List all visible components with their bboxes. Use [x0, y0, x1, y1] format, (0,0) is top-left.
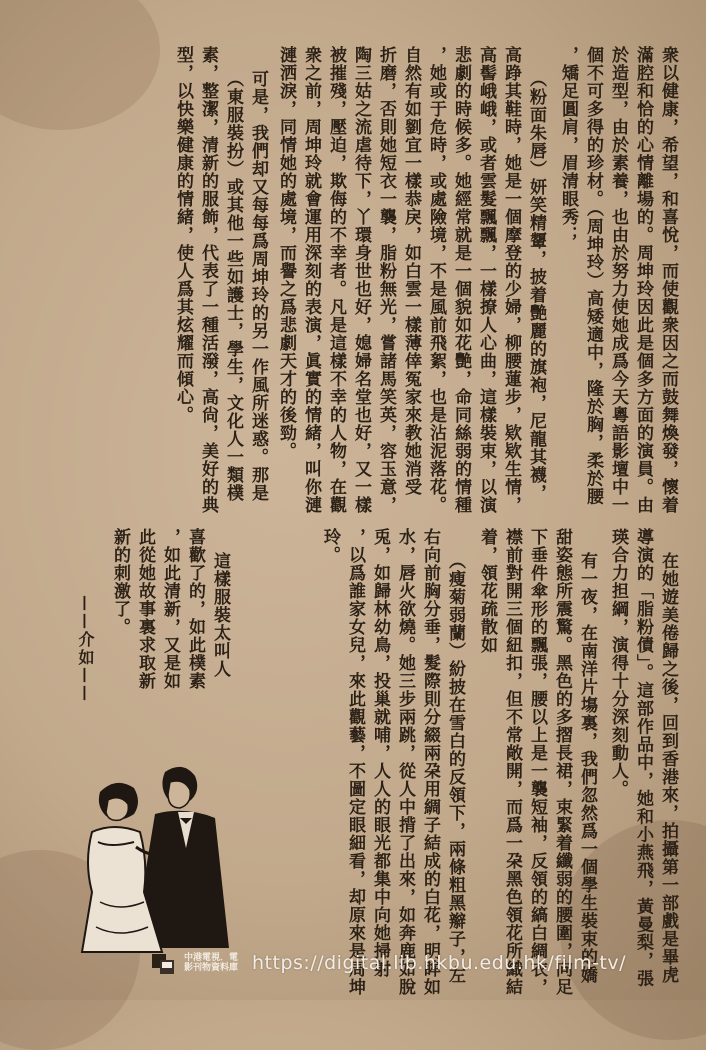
article-column: 在她遊美倦歸之後，回到香港來，拍攝第一部戲是畢虎	[658, 552, 678, 984]
article-column: 導演的「脂粉債」。這部作品中，她和小燕飛，黃曼梨，張	[633, 528, 653, 988]
article-column: 素，整潔，清新的服飾，代表了一種活潑，高尙，美好的典	[198, 46, 218, 514]
article-column: 高髻峨峨，或者雲髮飄飄，一樣撩人心曲，這樣裝束，以演	[476, 46, 496, 514]
article-column: 高踭其鞋時，她是一個摩登的少婦，柳腰蓮步，欵欵生情，	[501, 46, 521, 514]
article-column: （瘦菊弱蘭）紛披在雪白的反領下，兩條粗黑辮子，左	[445, 552, 465, 984]
caption-column: 喜歡了的，如此樸素	[185, 528, 205, 690]
article-column: （粉面朱唇）妍笑精顰，披着艷麗的旗袍，尼龍其襪，	[526, 70, 546, 502]
archive-url[interactable]: https://digital.lib.hkbu.edu.hk/film-tv/	[252, 952, 627, 974]
caption-column: ，如此清新，又是如	[160, 528, 180, 690]
archive-logo-icon	[150, 950, 176, 976]
article-column: 下垂件傘形的飄張，腰以上是一襲短袖，反領的縞白綢衣，	[527, 528, 547, 996]
article-column: 自然有如劉宜一樣恭戾，如白雲一樣薄倖冤家來教她消受	[401, 46, 421, 496]
article-column: 有一夜，在南洋片塲裏，我們忽然爲一個學生裝束的嬌	[577, 552, 597, 984]
article-column: 瑛合力担綱，演得十分深刻動人。	[608, 528, 628, 798]
caption-column: 新的刺激了。	[110, 528, 130, 636]
paper-stain	[0, 0, 160, 130]
caption-column: 這樣服裝太叫人	[210, 552, 230, 678]
article-column: 衆之前，周坤玲就會運用深刻的表演，眞實的情緒，叫你漣	[301, 46, 321, 514]
article-column: 着，領花疏散如	[477, 528, 497, 654]
article-column: 兎，如歸林幼鳥，投巢就哺，人人的眼光都集中向她掃射	[370, 528, 390, 978]
article-column: ，矯足圓肩，眉清眼秀；	[558, 46, 578, 244]
article-column: （東服裝扮）或其他一些如護士，學生，文化人一類樸	[223, 70, 243, 502]
article-column: 可是，我們却又每每爲周坤玲的另一作風所迷惑。那是	[248, 70, 268, 502]
article-column: 被摧殘，壓迫，欺侮的不幸者。凡是這樣不幸的人物，在觀	[326, 46, 346, 514]
article-column: 衆以健康，希望，和喜悅，而使觀衆因之而鼓舞煥發，懷着	[658, 46, 678, 514]
article-column: ，她或于危時，或處險境，不是風前飛絮，也是沾泥落花。	[426, 46, 446, 514]
archive-watermark	[150, 948, 626, 978]
article-column: 玲。	[320, 528, 340, 564]
article-column: 折磨，否則她短衣一襲，脂粉無光，嘗諸馬笑英，容玉意，	[376, 46, 396, 514]
article-column: 水，唇火欲燒。她三步兩跳，從人中揹了出來，如奔鹿如脫	[395, 528, 415, 996]
article-column: 甜姿態所震驚。黑色的多摺長裙，束緊着纖弱的腰圍，向足	[552, 528, 572, 996]
article-column: 滿腔和恰的心情離場的。周坤玲因此是個多方面的演員。由	[633, 46, 653, 514]
article-column: 右向前胸分垂，髮際則分綴兩朶用綢子結成的白花，明眸如	[420, 528, 440, 996]
article-column: 型，以快樂健康的情緒，使人爲其炫耀而傾心。	[173, 46, 193, 424]
archive-name: 中港電視．電影刊物資料庫	[184, 953, 239, 973]
couple-illustration	[70, 752, 235, 957]
article-column: 個不可多得的珍材。（周坤玲）高矮適中，隆於胸，柔於腰	[583, 46, 603, 506]
article-column: 漣洒淚，同情她的處境，而譽之爲悲劇天才的後勁。	[276, 46, 296, 460]
author-signature: ——介如——	[76, 595, 95, 703]
article-column: 於造型，由於素養，也由於努力使她成爲今天粵語影壇中一	[608, 46, 628, 514]
article-column: 襟前對開三個紐扣，但不常敞開，而爲一朶黑色領花所織結	[502, 528, 522, 996]
article-column: ，以爲誰家女兒，來此觀藝，不圖定眼細看，却原來是周坤	[345, 528, 365, 996]
article-column: 陶三姑之流虐待下，丫環身世也好，媳婦名堂也好，又一樣	[351, 46, 371, 514]
caption-column: 此從她故事裏求取新	[135, 528, 155, 690]
article-column: 悲劇的時候多。她經常就是一個貌如花艷，命同絲弱的情種	[451, 46, 471, 514]
